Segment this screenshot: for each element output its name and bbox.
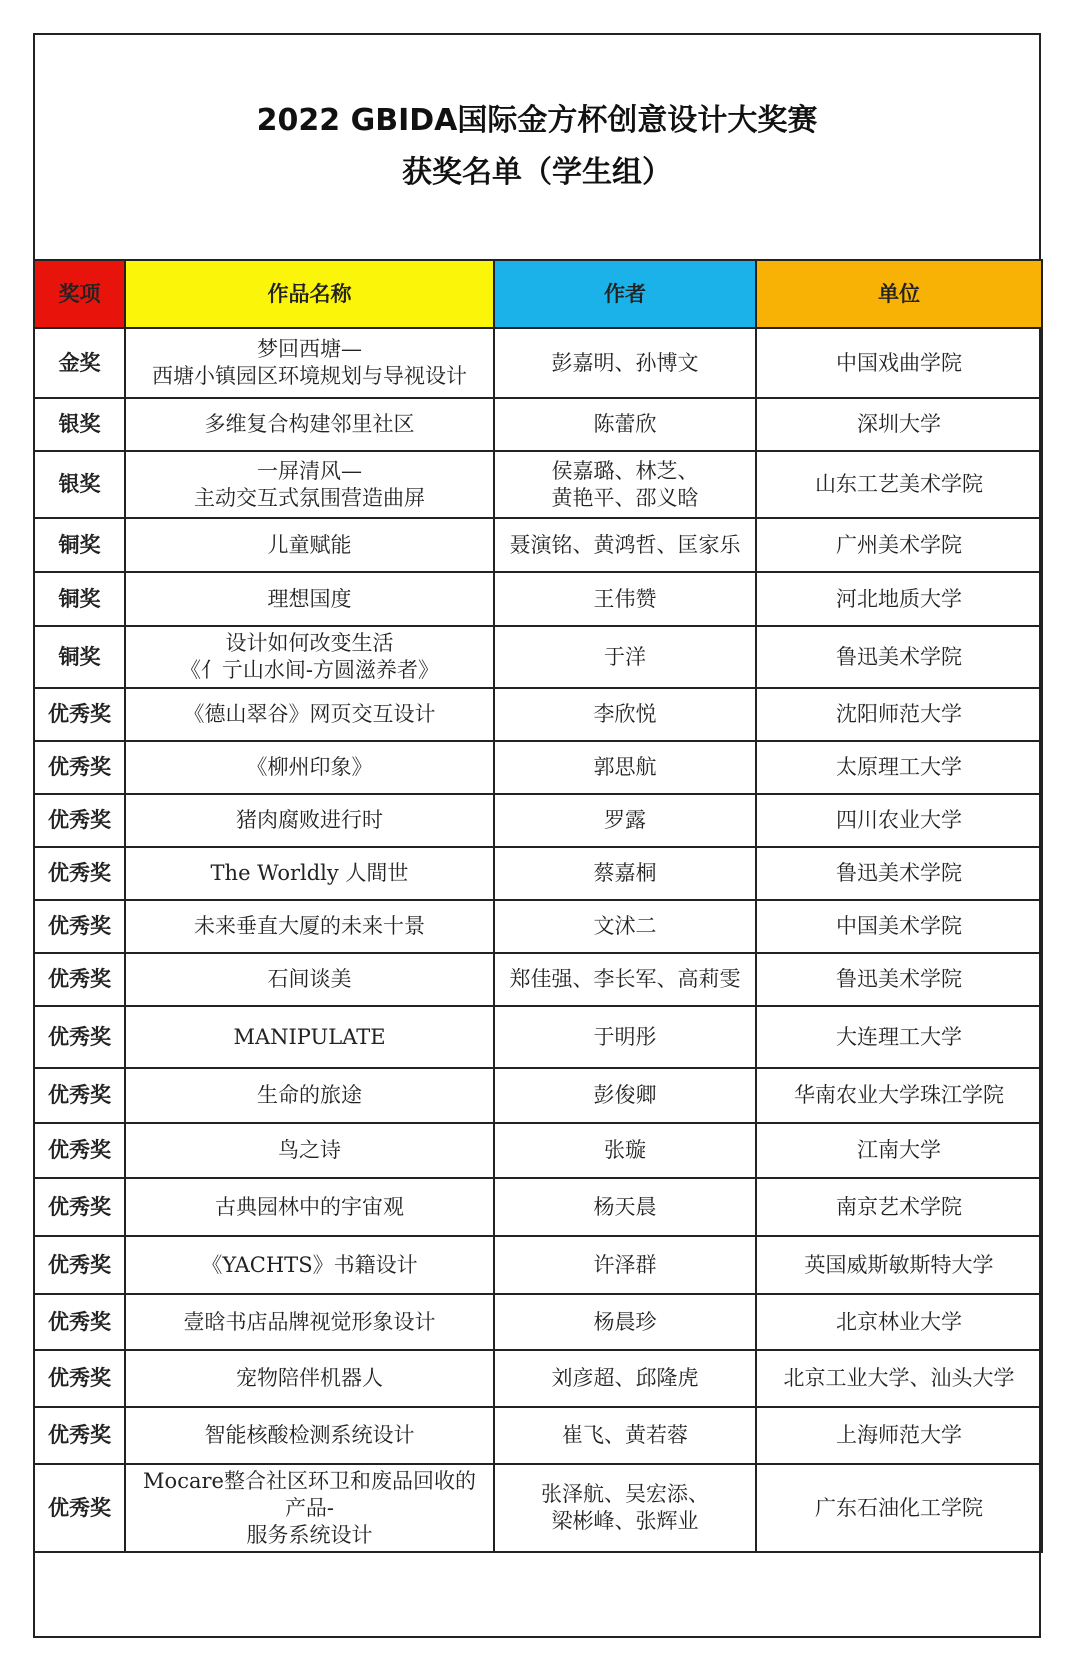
- award-cell: 铜奖: [34, 572, 125, 626]
- work-cell: 设计如何改变生活 《亻亍山水间-方圆滋养者》: [125, 626, 494, 688]
- author-cell: 蔡嘉桐: [494, 847, 756, 900]
- author-cell: 郭思航: [494, 741, 756, 794]
- award-cell: 优秀奖: [34, 1178, 125, 1236]
- work-cell: MANIPULATE: [125, 1006, 494, 1068]
- table-row: [34, 688, 1042, 741]
- author-cell: 罗露: [494, 794, 756, 847]
- table-row: [34, 1236, 1042, 1294]
- author-cell: 张璇: [494, 1123, 756, 1178]
- unit-cell: 中国戏曲学院: [756, 328, 1042, 398]
- author-cell: 杨晨珍: [494, 1294, 756, 1350]
- unit-cell: 深圳大学: [756, 398, 1042, 451]
- award-cell: 优秀奖: [34, 1350, 125, 1407]
- author-cell: 彭俊卿: [494, 1068, 756, 1123]
- work-cell: 《德山翠谷》网页交互设计: [125, 688, 494, 741]
- header-award: 奖项: [34, 260, 125, 328]
- table-row: [34, 741, 1042, 794]
- table-row: [34, 518, 1042, 572]
- work-cell: 一屏清风— 主动交互式氛围营造曲屏: [125, 451, 494, 518]
- author-cell: 张泽航、吴宏添、 梁彬峰、张辉业: [494, 1464, 756, 1552]
- work-cell: 石间谈美: [125, 953, 494, 1006]
- header-unit: 单位: [756, 260, 1042, 328]
- author-cell: 于明彤: [494, 1006, 756, 1068]
- work-cell: 宠物陪伴机器人: [125, 1350, 494, 1407]
- work-cell: 多维复合构建邻里社区: [125, 398, 494, 451]
- author-cell: 侯嘉璐、林芝、 黄艳平、邵义晗: [494, 451, 756, 518]
- work-cell: 《YACHTS》书籍设计: [125, 1236, 494, 1294]
- unit-cell: 鲁迅美术学院: [756, 847, 1042, 900]
- author-cell: 王伟赞: [494, 572, 756, 626]
- header-author: 作者: [494, 260, 756, 328]
- table-row: [34, 1464, 1042, 1552]
- unit-cell: 广东石油化工学院: [756, 1464, 1042, 1552]
- unit-cell: 华南农业大学珠江学院: [756, 1068, 1042, 1123]
- table-row: [34, 847, 1042, 900]
- table-row: [34, 1006, 1042, 1068]
- table-row: [34, 953, 1042, 1006]
- work-cell: 儿童赋能: [125, 518, 494, 572]
- work-cell: Mocare整合社区环卫和废品回收的 产品- 服务系统设计: [125, 1464, 494, 1552]
- work-cell: 未来垂直大厦的未来十景: [125, 900, 494, 953]
- award-cell: 优秀奖: [34, 1407, 125, 1464]
- table-row: [34, 900, 1042, 953]
- award-cell: 优秀奖: [34, 1464, 125, 1552]
- unit-cell: 上海师范大学: [756, 1407, 1042, 1464]
- table-row: [34, 1350, 1042, 1407]
- work-cell: 智能核酸检测系统设计: [125, 1407, 494, 1464]
- author-cell: 陈蕾欣: [494, 398, 756, 451]
- unit-cell: 河北地质大学: [756, 572, 1042, 626]
- table-row: [34, 794, 1042, 847]
- unit-cell: 大连理工大学: [756, 1006, 1042, 1068]
- page-title: 2022 GBIDA国际金方杯创意设计大奖赛: [256, 103, 818, 138]
- work-cell: 猪肉腐败进行时: [125, 794, 494, 847]
- award-cell: 银奖: [34, 451, 125, 518]
- award-cell: 优秀奖: [34, 847, 125, 900]
- award-cell: 优秀奖: [34, 794, 125, 847]
- unit-cell: 北京林业大学: [756, 1294, 1042, 1350]
- work-cell: 古典园林中的宇宙观: [125, 1178, 494, 1236]
- award-cell: 优秀奖: [34, 900, 125, 953]
- award-cell: 银奖: [34, 398, 125, 451]
- author-cell: 于洋: [494, 626, 756, 688]
- work-cell: 理想国度: [125, 572, 494, 626]
- table-row: [34, 398, 1042, 451]
- table-row: [34, 1123, 1042, 1178]
- author-cell: 崔飞、黄若蓉: [494, 1407, 756, 1464]
- work-cell: 壹晗书店品牌视觉形象设计: [125, 1294, 494, 1350]
- author-cell: 刘彦超、邱隆虎: [494, 1350, 756, 1407]
- award-cell: 优秀奖: [34, 741, 125, 794]
- author-cell: 杨天晨: [494, 1178, 756, 1236]
- award-cell: 优秀奖: [34, 1294, 125, 1350]
- unit-cell: 太原理工大学: [756, 741, 1042, 794]
- work-cell: The Worldly 人間世: [125, 847, 494, 900]
- award-cell: 金奖: [34, 328, 125, 398]
- table-row: [34, 451, 1042, 518]
- author-cell: 彭嘉明、孙博文: [494, 328, 756, 398]
- unit-cell: 英国威斯敏斯特大学: [756, 1236, 1042, 1294]
- award-cell: 优秀奖: [34, 1068, 125, 1123]
- unit-cell: 沈阳师范大学: [756, 688, 1042, 741]
- award-cell: 优秀奖: [34, 1236, 125, 1294]
- table-row: [34, 626, 1042, 688]
- unit-cell: 四川农业大学: [756, 794, 1042, 847]
- author-cell: 文沭二: [494, 900, 756, 953]
- work-cell: 梦回西塘— 西塘小镇园区环境规划与导视设计: [125, 328, 494, 398]
- unit-cell: 北京工业大学、汕头大学: [756, 1350, 1042, 1407]
- author-cell: 聂演铭、黄鸿哲、匡家乐: [494, 518, 756, 572]
- award-cell: 铜奖: [34, 518, 125, 572]
- award-cell: 优秀奖: [34, 688, 125, 741]
- unit-cell: 广州美术学院: [756, 518, 1042, 572]
- award-cell: 优秀奖: [34, 1006, 125, 1068]
- award-table: [33, 259, 1043, 1553]
- table-row: [34, 1178, 1042, 1236]
- page-subtitle: 获奖名单（学生组）: [402, 155, 672, 190]
- table-row: [34, 1407, 1042, 1464]
- unit-cell: 江南大学: [756, 1123, 1042, 1178]
- table-row: [34, 328, 1042, 398]
- table-row: [34, 1294, 1042, 1350]
- author-cell: 郑佳强、李长军、高莉雯: [494, 953, 756, 1006]
- unit-cell: 山东工艺美术学院: [756, 451, 1042, 518]
- author-cell: 李欣悦: [494, 688, 756, 741]
- unit-cell: 鲁迅美术学院: [756, 953, 1042, 1006]
- author-cell: 许泽群: [494, 1236, 756, 1294]
- unit-cell: 中国美术学院: [756, 900, 1042, 953]
- table-row: [34, 572, 1042, 626]
- award-cell: 优秀奖: [34, 953, 125, 1006]
- award-cell: 优秀奖: [34, 1123, 125, 1178]
- title-block: [35, 35, 1039, 259]
- award-sheet: [33, 33, 1041, 1638]
- header-row: [34, 260, 1042, 328]
- work-cell: 《柳州印象》: [125, 741, 494, 794]
- award-cell: 铜奖: [34, 626, 125, 688]
- unit-cell: 南京艺术学院: [756, 1178, 1042, 1236]
- table-row: [34, 1068, 1042, 1123]
- work-cell: 鸟之诗: [125, 1123, 494, 1178]
- unit-cell: 鲁迅美术学院: [756, 626, 1042, 688]
- header-work: 作品名称: [125, 260, 494, 328]
- work-cell: 生命的旅途: [125, 1068, 494, 1123]
